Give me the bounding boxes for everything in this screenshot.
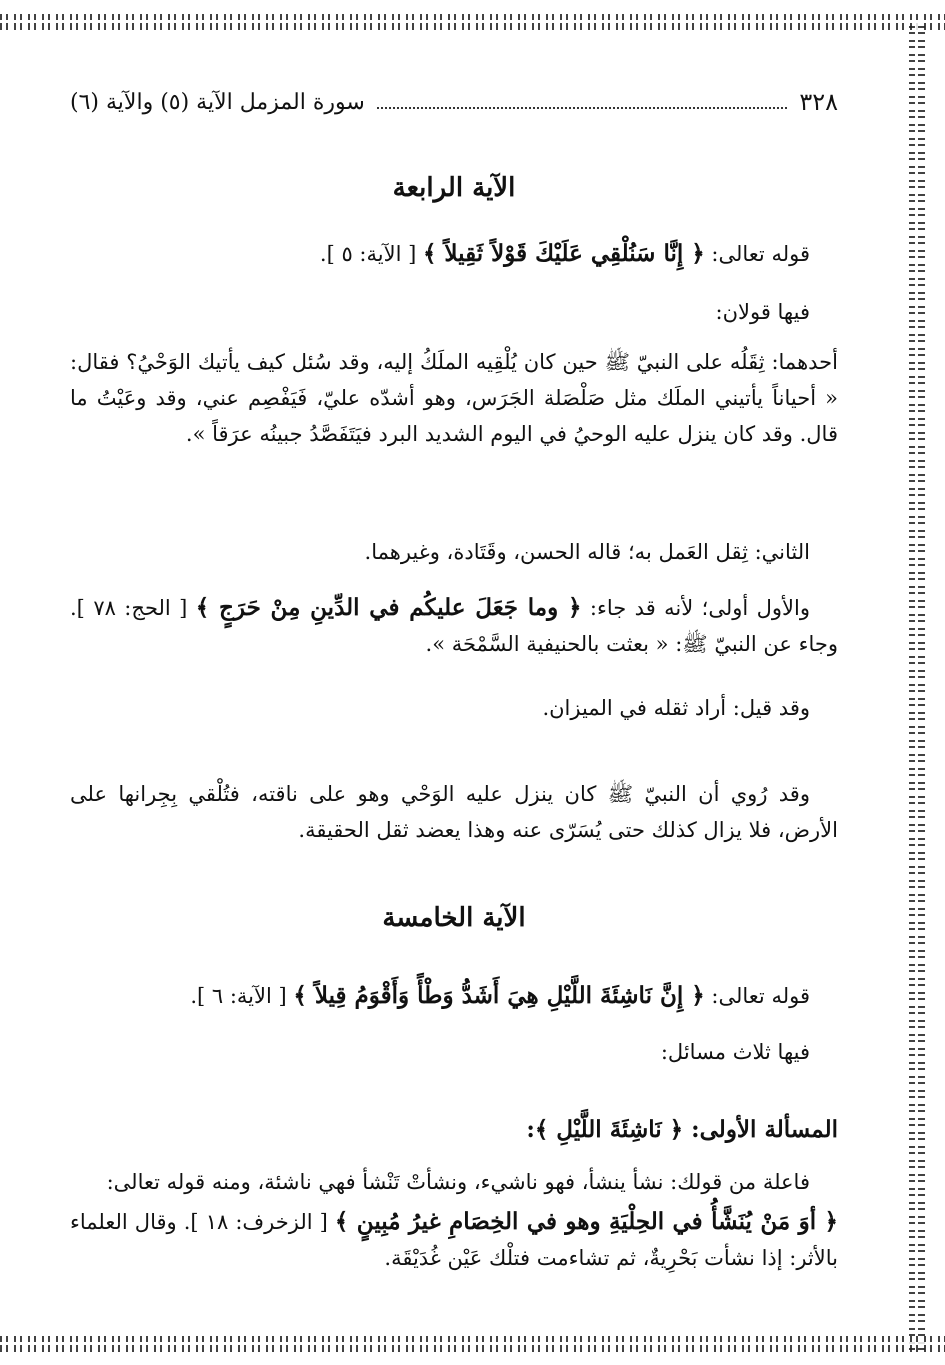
page-body: [70, 72, 838, 1322]
quran-verse-hajj: ﴿ وما جَعَلَ عليكُم في الدِّينِ مِنْ حَرَجٍ ﴾: [195, 594, 582, 621]
issues-intro: فيها ثلاث مسائل:: [660, 1040, 810, 1064]
decorative-border-bottom: [0, 1336, 945, 1352]
issue-1-title: المسألة الأولى:: [683, 1116, 838, 1143]
paragraph-opinion-2: الثاني: ثِقل العَمل به؛ قاله الحسن، وقَتَادة، وغيرهما.: [364, 540, 810, 564]
paragraph-zukhruf: [70, 1204, 838, 1276]
verse-intro: قوله تعالى:: [704, 242, 810, 266]
paragraph-mizan: وقد قيل: أراد ثقله في الميزان.: [542, 696, 810, 720]
preference-text-cont: [ الحج: ٧٨ ]. وجاء عن النبيّ ﷺ: « بعثت بالحنيفية السَّمْحَة ».: [70, 596, 838, 656]
issue-1-heading: [70, 1112, 838, 1148]
verse-reference: [ الآية: ٥ ].: [319, 242, 423, 266]
preference-text: والأول أولى؛ لأنه قد جاء:: [581, 596, 811, 620]
ayah-4-verse-line: [70, 236, 838, 272]
issue-1-verse: ﴿ نَاشِئَةَ اللَّيْلِ ﴾: [534, 1116, 684, 1143]
running-header: [70, 82, 838, 122]
opinions-intro: فيها قولان:: [715, 300, 810, 324]
verse-reference: [ الآية: ٦ ].: [190, 984, 294, 1008]
paragraph-preference: [70, 590, 838, 662]
section-heading-ayah-5: الآية الخامسة: [382, 903, 526, 933]
paragraph-opinion-1: أحدهما: ثِقَلُه على النبيّ ﷺ حين كان يُلْقِيه الملَكُ إليه، وقد سُئل كيف يأتيك الوَحْيُ؟ فقال: « أحياناً يأتيني الملَك مثل صَلْصَلة الجَرَس، وهو أشدّه عليّ، فَيَفْصِم عني، وقد وعَيْتُ ما قال. وقد كان ينزل عليه الوحيُ في اليوم الشديد البرد فيَتَفَصَّدُ جبينُه عرَقاً ».: [70, 350, 838, 446]
quran-verse-zukhruf: ﴿ أوَ مَنْ يُنَشَّأُ في الحِلْيَةِ وهو في الخِصَامِ غيرُ مُبِينٍ ﴾: [334, 1208, 838, 1235]
paragraph-narration: وقد رُوي أن النبيّ ﷺ كان ينزل عليه الوَحْي وهو على ناقته، فتُلْقي بِجِرانها على الأرض، فلا يزال كذلك حتى يُسَرّى عنه وهذا يعضد ثقل الحقيقة.: [70, 782, 838, 842]
issue-1-colon: :: [526, 1116, 535, 1143]
page-number: ٣٢٨: [799, 88, 838, 116]
zukhruf-text: [ الزخرف: ١٨ ]. وقال العلماء بالأثر: إذا نشأت بَحْرِيةٌ، ثم تشاءمت فتلْك عَيْن غُدَيْقَة.: [70, 1210, 838, 1270]
leader-dots: [377, 95, 788, 109]
section-heading-ayah-4: الآية الرابعة: [392, 173, 516, 203]
verse-intro: قوله تعالى:: [704, 984, 810, 1008]
quran-verse: ﴿ إِنَّ نَاشِئَةَ اللَّيْلِ هِيَ أَشَدُّ وَطْأً وَأَقْوَمُ قِيلاً ﴾: [293, 982, 705, 1009]
running-title: سورة المزمل الآية (٥) والآية (٦): [70, 89, 365, 115]
ayah-5-verse-line: [70, 978, 838, 1014]
quran-verse: ﴿ إِنَّا سَنُلْقِي عَلَيْكَ قَوْلاً ثَقِيلاً ﴾: [422, 240, 705, 267]
paragraph-nashia-definition: فاعلة من قولك: نشأ ينشأ، فهو ناشيء، ونشأتْ تَنْشأ فهي ناشئة، ومنه قوله تعالى:: [106, 1170, 810, 1194]
decorative-border-right: [909, 20, 925, 1350]
decorative-border-top: [0, 14, 945, 30]
